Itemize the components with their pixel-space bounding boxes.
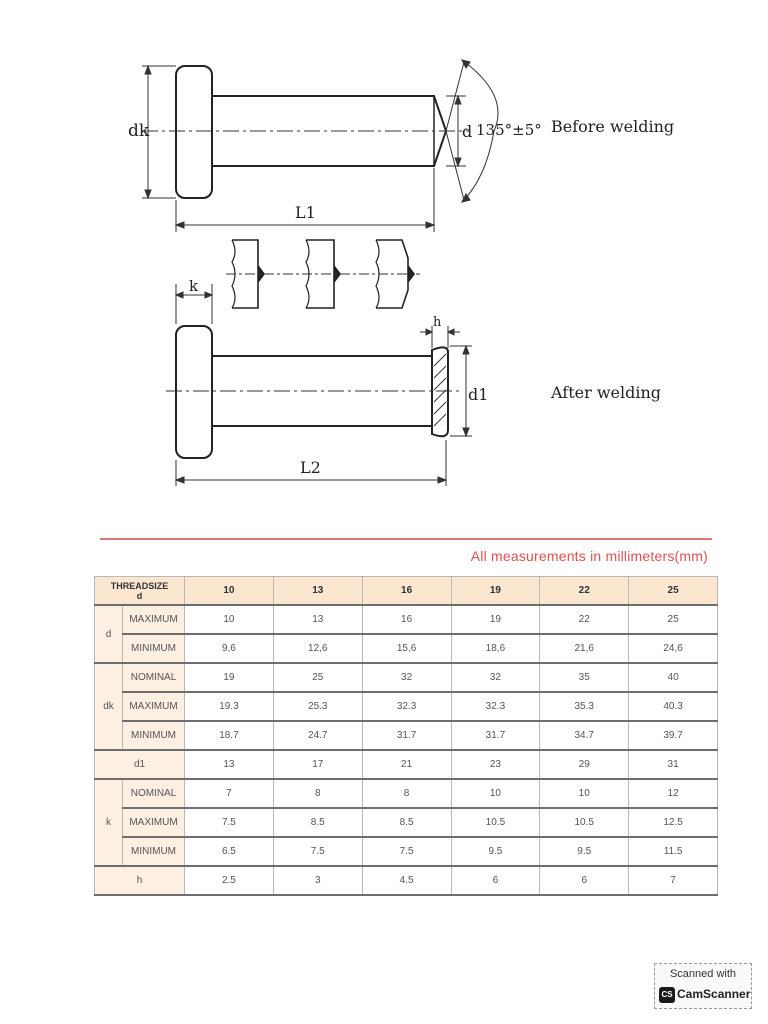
size-header: 19 [451,577,540,606]
table-cell: 8 [362,779,451,808]
stud-shank-before [212,96,446,166]
table-cell: 7.5 [185,808,274,837]
group-label-dk: dk [95,663,123,750]
table-cell: 10 [540,779,629,808]
measurement-note: All measurements in millimeters(mm) [470,548,708,564]
label-k: k [189,277,199,295]
table-cell: 24.7 [273,721,362,750]
group-label-h: h [95,866,185,895]
scanned-with-text: Scanned with [669,968,737,980]
sub-label: MAXIMUM [123,605,185,634]
sub-label: NOMINAL [123,663,185,692]
stud-head-after [176,326,212,458]
stud-after-welding [176,326,448,458]
table-cell: 23 [451,750,540,779]
stud-head-before [176,66,212,198]
divider-line [100,538,712,540]
dim-L1 [176,168,434,232]
table-cell: 25 [629,605,718,634]
table-cell: 10.5 [451,808,540,837]
table-cell: 31.7 [451,721,540,750]
size-header: 10 [185,577,274,606]
table-cell: 39.7 [629,721,718,750]
sub-label: MAXIMUM [123,692,185,721]
table-cell: 17 [273,750,362,779]
table-cell: 13 [185,750,274,779]
table-cell: 6 [451,866,540,895]
table-row [95,808,718,837]
camscanner-brand: CamScanner [677,987,751,1001]
table-cell: 15,6 [362,634,451,663]
sub-label: MINIMUM [123,837,185,866]
table-cell: 34.7 [540,721,629,750]
label-before-welding: Before welding [551,117,675,136]
table-cell: 9,6 [185,634,274,663]
table-cell: 10 [185,605,274,634]
table-row [95,634,718,663]
table-cell: 40 [629,663,718,692]
weld-hatch [434,354,446,426]
table-cell: 40.3 [629,692,718,721]
table-cell: 8.5 [273,808,362,837]
table-row [95,750,718,779]
table-cell: 19 [185,663,274,692]
table-cell: 9.5 [451,837,540,866]
label-after-welding: After welding [551,383,662,402]
table-cell: 7.5 [273,837,362,866]
table-row [95,663,718,692]
label-d1: d1 [468,385,489,404]
table-cell: 25.3 [273,692,362,721]
table-cell: 21 [362,750,451,779]
table-cell: 12,6 [273,634,362,663]
table-cell: 6.5 [185,837,274,866]
table-cell: 32 [362,663,451,692]
table-cell: 22 [540,605,629,634]
table-cell: 35 [540,663,629,692]
group-label-d: d [95,605,123,663]
camscanner-watermark [654,963,752,1009]
table-cell: 8.5 [362,808,451,837]
table-cell: 19.3 [185,692,274,721]
table-cell: 29 [540,750,629,779]
table-cell: 32 [451,663,540,692]
table-cell: 18,6 [451,634,540,663]
table-cell: 11.5 [629,837,718,866]
label-h: h [433,315,442,330]
table-header-row [95,577,718,606]
table-cell: 4.5 [362,866,451,895]
table-cell: 35.3 [540,692,629,721]
sub-label: NOMINAL [123,779,185,808]
table-cell: 25 [273,663,362,692]
table-row [95,837,718,866]
camscanner-logo-icon: CS [659,987,675,1003]
table-cell: 32.3 [451,692,540,721]
threadsize-header: THREADSIZE d [95,577,185,606]
table-row [95,605,718,634]
group-label-k: k [95,779,123,866]
table-cell: 16 [362,605,451,634]
table-cell: 24,6 [629,634,718,663]
table-row [95,779,718,808]
sub-label: MINIMUM [123,721,185,750]
table-row [95,692,718,721]
table-cell: 13 [273,605,362,634]
table-row [95,721,718,750]
size-header: 13 [273,577,362,606]
label-angle: 135°±5° [476,121,542,139]
table-cell: 2.5 [185,866,274,895]
table-cell: 8 [273,779,362,808]
table-cell: 7.5 [362,837,451,866]
group-label-d1: d1 [95,750,185,779]
dimension-table [94,576,718,896]
table-cell: 10 [451,779,540,808]
table-cell: 19 [451,605,540,634]
table-cell: 31 [629,750,718,779]
stud-before-welding [176,66,446,198]
table-cell: 7 [629,866,718,895]
label-d: d [462,122,473,141]
table-row [95,866,718,895]
table-cell: 10.5 [540,808,629,837]
table-cell: 21,6 [540,634,629,663]
table-cell: 32.3 [362,692,451,721]
size-header: 25 [629,577,718,606]
sub-label: MINIMUM [123,634,185,663]
label-L2: L2 [300,458,321,477]
sub-label: MAXIMUM [123,808,185,837]
table-cell: 12 [629,779,718,808]
table-cell: 31.7 [362,721,451,750]
label-L1: L1 [295,203,316,222]
table-cell: 7 [185,779,274,808]
size-header: 16 [362,577,451,606]
table-cell: 6 [540,866,629,895]
label-dk: dk [128,121,150,141]
table-cell: 3 [273,866,362,895]
table-cell: 9.5 [540,837,629,866]
table-cell: 18.7 [185,721,274,750]
table-cell: 12.5 [629,808,718,837]
size-header: 22 [540,577,629,606]
weld-collar [432,347,448,436]
